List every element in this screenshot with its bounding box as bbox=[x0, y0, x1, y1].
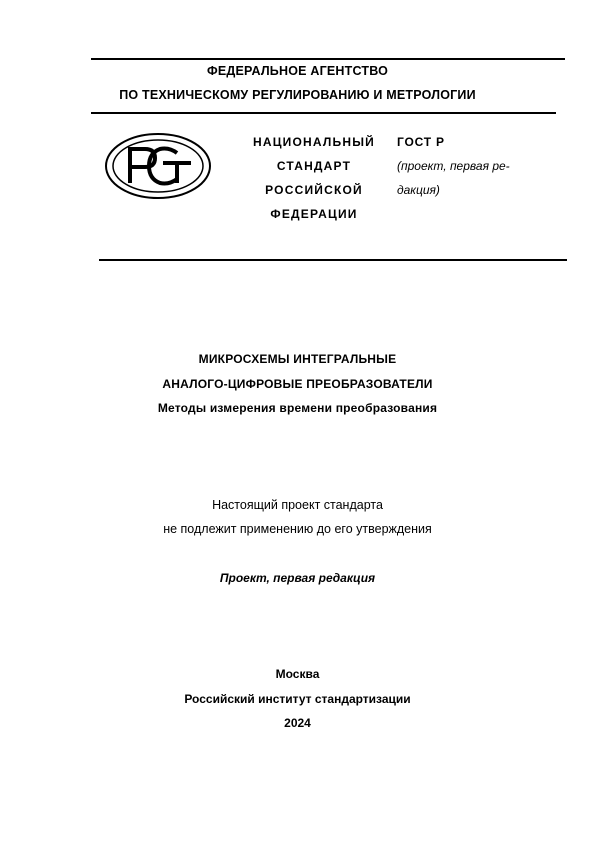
document-title-line2: АНАЛОГО-ЦИФРОВЫЕ ПРЕОБРАЗОВАТЕЛИ bbox=[162, 377, 433, 391]
national-standard-line2: СТАНДАРТ bbox=[276, 159, 352, 173]
agency-name-line1: ФЕДЕРАЛЬНОЕ АГЕНТСТВО bbox=[206, 64, 389, 78]
gost-code: ГОСТ Р bbox=[397, 135, 445, 149]
notice-line1: Настоящий проект стандарта bbox=[212, 498, 383, 512]
national-standard-line3: РОССИЙСКОЙ bbox=[265, 183, 363, 197]
header-rule bbox=[91, 112, 556, 114]
national-standard-label bbox=[240, 130, 388, 226]
top-rule bbox=[91, 58, 565, 60]
notice-line2: не подлежит применению до его утверждения bbox=[163, 522, 432, 536]
draft-label: Проект, первая редакция bbox=[219, 571, 376, 585]
agency-name-line2: ПО ТЕХНИЧЕСКОМУ РЕГУЛИРОВАНИЮ И МЕТРОЛОГИИ bbox=[119, 88, 476, 102]
middle-rule bbox=[99, 259, 567, 261]
document-subtitle: Методы измерения времени преобразования bbox=[157, 401, 438, 415]
national-standard-line1: НАЦИОНАЛЬНЫЙ bbox=[252, 135, 376, 149]
gost-note-line1: (проект, первая ре- bbox=[397, 159, 510, 173]
gost-designation bbox=[397, 130, 510, 202]
national-standard-line4: ФЕДЕРАЦИИ bbox=[270, 207, 358, 221]
publication-year: 2024 bbox=[284, 716, 311, 730]
gost-note-line2: дакция) bbox=[397, 183, 440, 197]
rst-mark-icon bbox=[103, 131, 213, 201]
document-title-line1: МИКРОСХЕМЫ ИНТЕГРАЛЬНЫЕ bbox=[198, 352, 397, 366]
publisher-institute: Российский институт стандартизации bbox=[184, 692, 411, 706]
rst-logo bbox=[103, 131, 213, 206]
publisher-city: Москва bbox=[275, 667, 320, 681]
